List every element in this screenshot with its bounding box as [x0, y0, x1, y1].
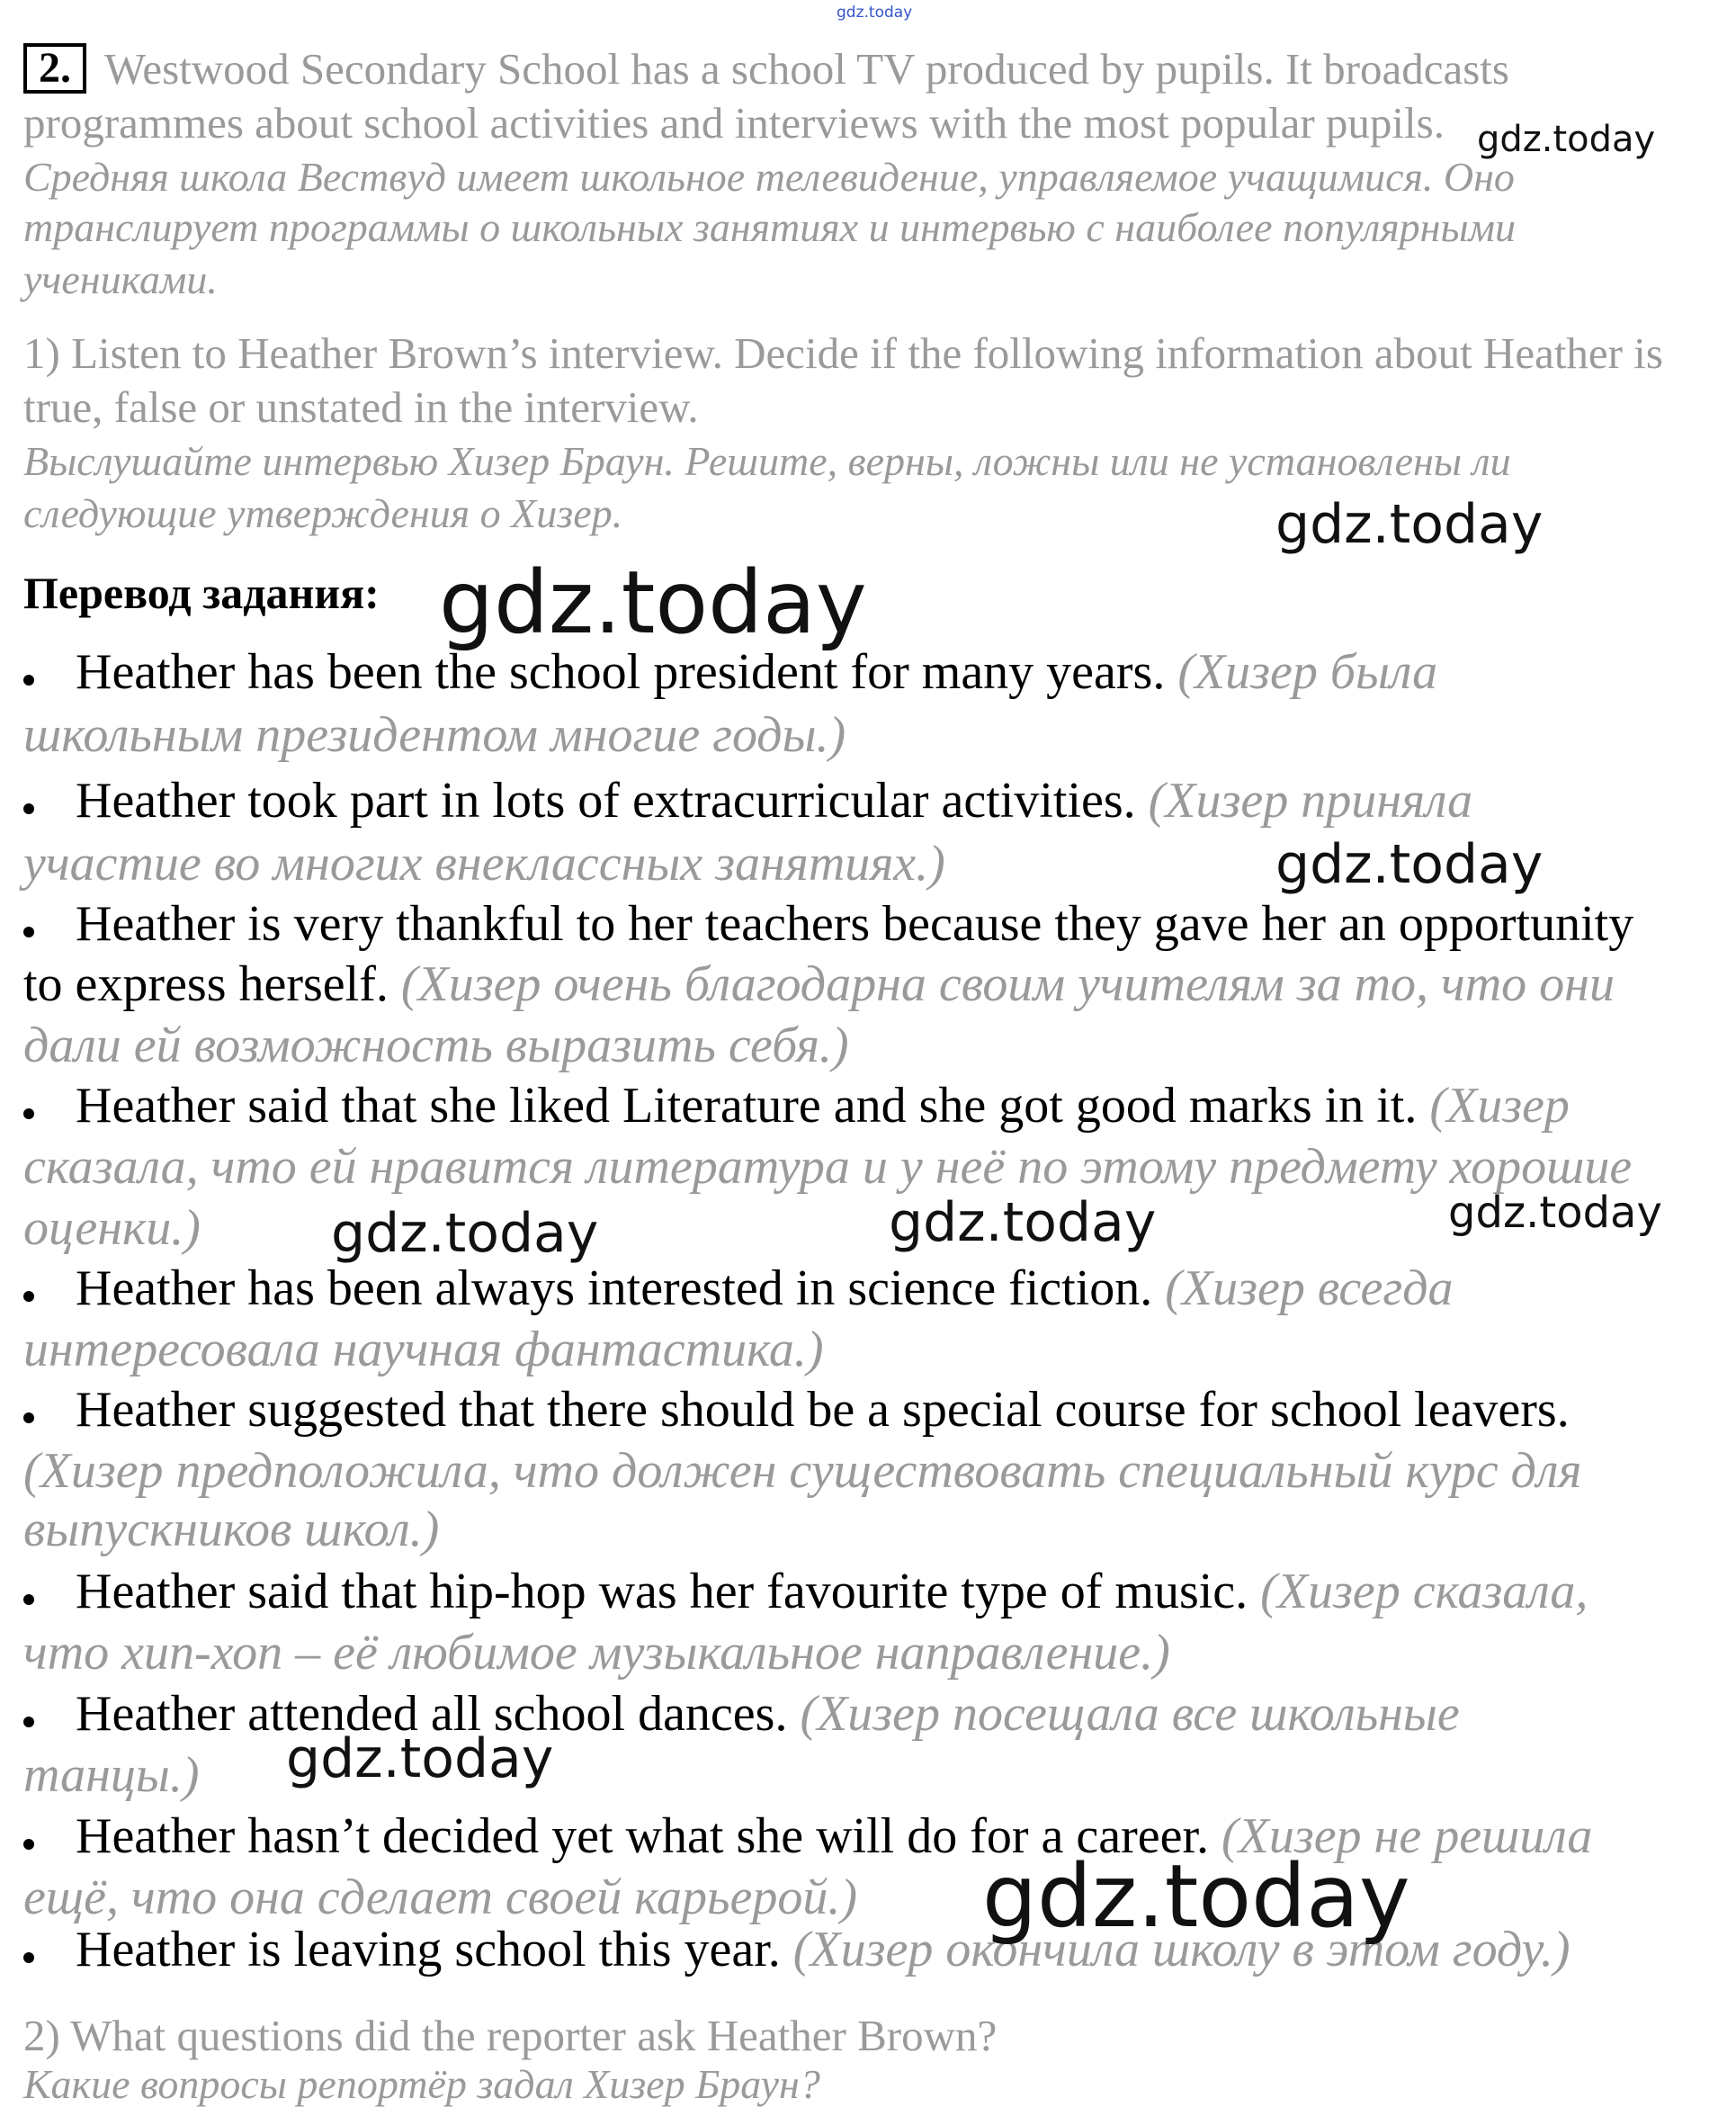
part1-ru-line-2: следующие утверждения о Хизер. — [23, 490, 623, 536]
bullet — [23, 1952, 43, 1963]
statement-en: Heather has been the school president for many years. — [76, 644, 1166, 700]
statement-ru: (Хизер не решила — [1221, 1808, 1593, 1864]
watermark: gdz.today — [982, 1846, 1410, 1947]
statement-ru: (Хизер приняла — [1148, 773, 1473, 829]
statement-en: to express herself. — [23, 956, 389, 1012]
statement-ru: (Хизер всегда — [1165, 1260, 1454, 1316]
statement-en: Heather hasn’t decided yet what she will do for a career. — [76, 1808, 1209, 1864]
statement-en: Heather attended all school dances. — [76, 1686, 788, 1742]
intro-ru-line-3: учениками. — [23, 256, 218, 302]
watermark: gdz.today — [1477, 119, 1656, 160]
intro-ru-line-2: транслирует программы о школьных занятиях и интервью с наиболее популярными — [23, 204, 1516, 250]
statement-3-ru-cont: дали ей возможность выразить себя.) — [23, 1018, 849, 1073]
bullet — [23, 1594, 43, 1605]
statement-5 — [76, 1260, 1454, 1317]
header-watermark: gdz.today — [837, 4, 913, 22]
watermark: gdz.today — [1275, 493, 1544, 556]
intro-en-line-1: Westwood Secondary School has a school TV produced by pupils. It broadcasts — [104, 44, 1509, 94]
statement-6-ru: (Хизер предположила, что должен существовать специальный курс для — [23, 1443, 1582, 1499]
bullet — [23, 1291, 43, 1302]
statement-4-ru-cont: сказала, что ей нравится литература и у неё по этому предмету хорошие — [23, 1139, 1633, 1195]
bullet — [23, 1839, 43, 1850]
statement-6: Heather suggested that there should be a special course for school leavers. — [76, 1382, 1570, 1438]
watermark: gdz.today — [1275, 833, 1544, 896]
statement-3-line-2 — [23, 955, 1615, 1013]
bullet — [23, 1412, 43, 1423]
intro-ru-line-1: Средняя школа Вествуд имеет школьное телевидение, управляемое учащимися. Оно — [23, 154, 1515, 200]
watermark: gdz.today — [331, 1202, 599, 1265]
bullet — [23, 1717, 43, 1727]
statement-en: Heather is leaving school this year. — [76, 1922, 781, 1977]
part1-ru-line-1: Выслушайте интервью Хизер Браун. Решите, верны, ложны или не установлены ли — [23, 438, 1511, 484]
watermark: gdz.today — [1448, 1188, 1662, 1238]
statement-3: Heather is very thankful to her teachers because they gave her an opportunity — [76, 896, 1634, 952]
statement-en: Heather said that she liked Literature and she got good marks in it. — [76, 1078, 1418, 1134]
statement-en: Heather took part in lots of extracurricular activities. — [76, 773, 1136, 829]
statement-8-ru-cont: танцы.) — [23, 1747, 200, 1803]
bullet — [23, 1108, 43, 1119]
statement-en: Heather has been always interested in science fiction. — [76, 1260, 1153, 1316]
part1-en-line-1: 1) Listen to Heather Brown’s interview. Decide if the following information about Heather is — [23, 328, 1663, 378]
statement-en: Heather said that hip-hop was her favourite type of music. — [76, 1564, 1248, 1619]
statement-4 — [76, 1077, 1570, 1134]
bullet — [23, 675, 43, 686]
statement-7 — [76, 1563, 1588, 1620]
statement-ru: (Хизер посещала все школьные — [800, 1686, 1460, 1742]
statement-2-ru-cont: участие во многих внеклассных занятиях.) — [23, 836, 945, 892]
statement-ru: (Хизер сказала, — [1260, 1564, 1588, 1619]
statement-6-ru-cont: выпускников школ.) — [23, 1502, 440, 1557]
statement-ru: (Хизер окончила школу в этом году.) — [792, 1922, 1570, 1977]
part2-en: 2) What questions did the reporter ask Heather Brown? — [23, 2011, 998, 2060]
statement-9-ru-cont: ещё, что она сделает своей карьерой.) — [23, 1869, 857, 1925]
statement-ru: (Хизер была — [1177, 644, 1438, 700]
statement-ru: (Хизер очень благодарна своим учителям за то, что они — [400, 956, 1615, 1012]
task-number: 2. — [23, 43, 86, 94]
watermark: gdz.today — [286, 1727, 554, 1790]
statement-1-ru-cont: школьным президентом многие годы.) — [23, 707, 846, 763]
watermark: gdz.today — [439, 552, 867, 653]
watermark: gdz.today — [889, 1191, 1157, 1254]
statement-8 — [76, 1685, 1460, 1743]
statement-4-ru-cont-2: оценки.) — [23, 1200, 201, 1256]
part1-en-line-2: true, false or unstated in the interview. — [23, 382, 699, 432]
statement-ru: (Хизер — [1429, 1078, 1570, 1134]
bullet — [23, 927, 43, 937]
statement-5-ru-cont: интересовала научная фантастика.) — [23, 1322, 824, 1377]
statement-7-ru-cont: что хип-хоп – её любимое музыкальное направление.) — [23, 1625, 1170, 1681]
statement-2 — [76, 772, 1472, 829]
translation-heading: Перевод задания: — [23, 568, 380, 618]
part2-ru: Какие вопросы репортёр задал Хизер Браун? — [23, 2061, 820, 2107]
intro-en-line-2: programmes about school activities and interviews with the most popular pupils. — [23, 98, 1445, 148]
bullet — [23, 803, 43, 814]
